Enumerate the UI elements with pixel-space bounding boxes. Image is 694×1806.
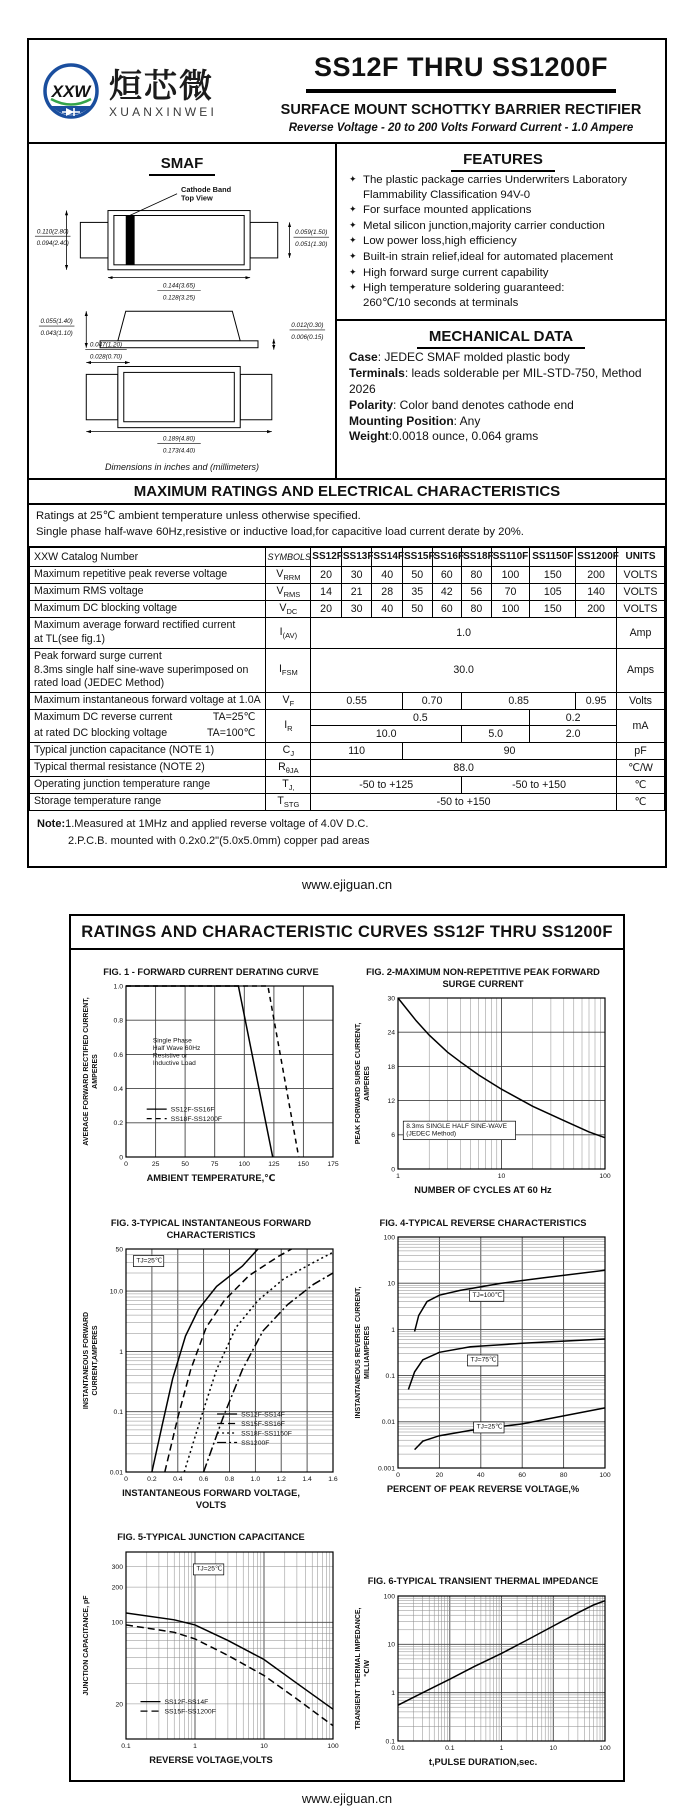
bullet-icon: ✦ [349, 219, 357, 230]
y-tick-label: 10.0 [109, 1288, 123, 1296]
x-tick-label: 75 [210, 1161, 219, 1169]
x-tick-label: 1.6 [328, 1476, 338, 1484]
row-label: Peak forward surge current 8.3ms single half sine-wave superimposed on rated load (JEDEC Method) [30, 648, 266, 692]
value-cell: 140 [576, 584, 617, 601]
figure-xlabel: NUMBER OF CYCLES AT 60 Hz [414, 1185, 552, 1196]
value-cell: 30 [341, 601, 372, 618]
table-header-cell: SS15F [402, 547, 432, 567]
unit-cell: Volts [616, 693, 664, 710]
x-tick-label: 1.2 [276, 1476, 286, 1484]
legend-label: SS12F-SS14F [164, 1698, 209, 1706]
x-tick-label: 10 [497, 1173, 506, 1181]
bullet-icon: ✦ [349, 174, 357, 184]
x-tick-label: 10 [260, 1742, 268, 1750]
bullet-icon: ✦ [349, 204, 357, 215]
y-tick-label: 0.001 [377, 1465, 395, 1473]
y-tick-label: 100 [111, 1619, 123, 1627]
feature-text: Metal silicon junction,majority carrier conduction [363, 219, 605, 232]
value-cell: 88.0 [311, 759, 617, 776]
unit-cell: VOLTS [616, 601, 664, 618]
mechanical-item: Polarity: Color band denotes cathode end [349, 397, 574, 412]
page-title: SS12F THRU SS1200F [306, 52, 616, 93]
figure-title: FIG. 4-TYPICAL REVERSE CHARACTERISTICS [379, 1218, 587, 1229]
y-tick-label: 0.1 [385, 1737, 395, 1745]
value-cell: 70 [491, 584, 530, 601]
symbol-cell: $T_{J,}$ [266, 776, 311, 793]
figure-xlabel: INSTANTANEOUS FORWARD VOLTAGE, VOLTS [122, 1488, 300, 1510]
value-cell: 0.5 [311, 710, 530, 726]
y-tick-label: 12 [387, 1098, 395, 1106]
value-cell: 35 [402, 584, 432, 601]
table-header-cell: SS1150F [530, 547, 576, 567]
feature-text: The plastic package carries Underwriters Laboratory Flammability Classification 94V-0 [363, 174, 627, 201]
y-tick-label: 0 [391, 1166, 395, 1174]
value-cell: 5.0 [462, 726, 530, 742]
value-cell: 50 [402, 566, 432, 583]
y-tick-label: 1 [391, 1326, 395, 1334]
figure-xlabel: REVERSE VOLTAGE,VOLTS [149, 1754, 273, 1765]
value-cell: 30.0 [311, 648, 617, 692]
note-prefix: Note: [37, 818, 66, 831]
annotation-text: TJ=25℃ [196, 1565, 223, 1573]
table-header-cell: SS1200F [576, 547, 617, 567]
value-cell: 200 [576, 601, 617, 618]
table-header-cell: UNITS [616, 547, 664, 567]
chart-fig6 [352, 1590, 614, 1756]
y-tick-label: 1 [391, 1689, 395, 1697]
y-axis-label: PEAK FORWARD SURGE CURRENT, [355, 1023, 362, 1145]
annotation-text: TJ=25℃ [476, 1423, 503, 1431]
value-cell: 14 [311, 584, 342, 601]
x-tick-label: 100 [599, 1173, 611, 1181]
dim-label: 0.173(4.40) [162, 447, 196, 454]
unit-cell: ℃/W [616, 759, 664, 776]
value-cell: 30 [341, 566, 372, 583]
table-header-cell: SS12F [311, 547, 342, 567]
figure-title: FIG. 5-TYPICAL JUNCTION CAPACITANCE [117, 1532, 305, 1543]
chart-fig5 [80, 1546, 342, 1754]
feature-text: Low power loss,high efficiency [363, 235, 517, 248]
value-cell: 56 [462, 584, 492, 601]
symbol-cell: $I_R$ [266, 710, 311, 743]
x-tick-label: 1.4 [302, 1476, 312, 1484]
feature-text: High forward surge current capability [363, 266, 549, 279]
value-cell: 80 [462, 601, 492, 618]
y-tick-label: 0.1 [385, 1373, 395, 1381]
annotation-text: Inductive Load [152, 1060, 196, 1068]
x-tick-label: 0 [396, 1472, 400, 1480]
value-cell: 1.0 [311, 618, 617, 649]
mechanical-data-title: MECHANICAL DATA [349, 328, 653, 345]
x-tick-label: 0.2 [147, 1476, 157, 1484]
bullet-icon: ✦ [349, 282, 357, 293]
series-curve [415, 1270, 605, 1331]
bullet-icon: ✦ [349, 266, 357, 277]
note-line-1: 1.Measured at 1MHz and applied reverse voltage of 4.0V D.C. [65, 818, 369, 831]
annotation-text: (JEDEC Method) [406, 1130, 457, 1138]
y-tick-label: 0.8 [113, 1017, 123, 1025]
website-footer-1: www.ejiguan.cn [301, 877, 393, 893]
bullet-icon: ✦ [349, 235, 357, 246]
feature-item [349, 234, 657, 249]
logo-xxw-text: XXW [51, 82, 91, 101]
series-curve [408, 1339, 605, 1390]
unit-cell: VOLTS [616, 584, 664, 601]
x-tick-label: 175 [327, 1161, 339, 1169]
row-label: Maximum instantaneous forward voltage at 1.0A [30, 693, 266, 710]
ratings-tagline: Reverse Voltage - 20 to 200 Volts Forward Current - 1.0 Ampere [288, 122, 634, 134]
legend-label: SS12F-SS16F [170, 1106, 215, 1114]
y-tick-label: 0.4 [113, 1086, 123, 1094]
website-footer-2: www.ejiguan.cn [301, 1791, 393, 1806]
x-tick-label: 50 [181, 1161, 189, 1169]
unit-cell: ℃ [616, 776, 664, 793]
row-label: Typical junction capacitance (NOTE 1) [30, 742, 266, 759]
logo-chinese-name: 烜芯微 [109, 66, 214, 104]
header [29, 40, 665, 142]
y-tick-label: 10 [387, 1280, 395, 1288]
y-tick-label: 0 [119, 1154, 123, 1162]
unit-cell: Amp [616, 618, 664, 649]
figure-title: FIG. 2-MAXIMUM NON-REPETITIVE PEAK FORWARD SURGE CURRENT [366, 967, 600, 990]
mechanical-item: Mounting Position: Any [349, 413, 481, 428]
x-tick-label: 0.8 [224, 1476, 235, 1484]
value-cell: 100 [491, 601, 530, 618]
mechanical-data-section [337, 319, 665, 478]
feature-item [349, 266, 657, 281]
value-cell: 50 [402, 601, 432, 618]
charts-grid [71, 950, 623, 1780]
legend-label: SS15F-SS1200F [164, 1708, 216, 1715]
logo-latin-name: XUANXINWEI [109, 104, 218, 119]
y-tick-label: 24 [387, 1030, 395, 1038]
y-tick-label: 0.2 [113, 1120, 123, 1128]
feature-text: For surface mounted applications [363, 204, 532, 217]
table-header-cell: SS13F [341, 547, 372, 567]
value-cell: 80 [462, 566, 492, 583]
cathode-band [126, 215, 135, 264]
figure-6 [347, 1575, 619, 1768]
package-column [29, 144, 335, 478]
feature-text: High temperature soldering guaranteed: 260℃/10 seconds at terminals [363, 282, 565, 309]
y-tick-label: 50 [115, 1246, 123, 1254]
x-tick-label: 100 [238, 1161, 250, 1169]
y-tick-label: 300 [111, 1563, 123, 1571]
feature-item [349, 219, 657, 234]
chart-fig4 [352, 1231, 614, 1483]
y-axis-label: JUNCTION CAPACITANCE, pF [83, 1594, 90, 1696]
figure-title: FIG. 6-TYPICAL TRANSIENT THERMAL IMPEDANCE [367, 1576, 599, 1587]
dim-label: 0.128(3.25) [162, 294, 196, 302]
value-cell: 40 [372, 566, 403, 583]
legend-label: SS18F-SS1200F [170, 1116, 223, 1124]
series-curve [126, 986, 299, 1157]
feature-item [349, 173, 657, 202]
datasheet-page-1 [27, 38, 667, 868]
x-tick-label: 0.4 [173, 1476, 183, 1484]
y-tick-label: 6 [391, 1132, 395, 1140]
package-outline-drawing [31, 177, 333, 453]
y-tick-label: 0.01 [109, 1469, 123, 1477]
symbol-cell: $V_{RRM}$ [266, 566, 311, 583]
value-cell: 60 [432, 566, 462, 583]
cathode-band-label: Cathode Band [181, 184, 232, 194]
dim-label: 0.047(1.20) [89, 341, 123, 349]
y-tick-label: 200 [111, 1584, 123, 1591]
ratings-conditions [29, 505, 665, 546]
value-cell: 105 [530, 584, 576, 601]
legend-label: SS15F-SS16F [241, 1421, 285, 1429]
value-cell: 28 [372, 584, 403, 601]
x-tick-label: 100 [599, 1744, 611, 1752]
max-ratings-heading: MAXIMUM RATINGS AND ELECTRICAL CHARACTERISTICS [29, 478, 665, 505]
value-cell: 0.2 [530, 710, 617, 726]
symbol-cell: $I_{FSM}$ [266, 648, 311, 692]
x-tick-label: 125 [268, 1161, 280, 1169]
value-cell: 60 [432, 601, 462, 618]
conditions-line: Ratings at 25℃ ambient temperature unless otherwise specified. [36, 510, 361, 523]
value-cell: -50 to +125 [311, 776, 462, 793]
series-curve [165, 1249, 292, 1472]
dim-label: 0.059(1.50) [295, 229, 328, 237]
y-tick-label: 18 [387, 1064, 395, 1072]
figure-2 [347, 966, 619, 1197]
symbol-cell: $I_{(AV)}$ [266, 618, 311, 649]
annotation-text: TJ=100℃ [472, 1292, 503, 1300]
chart-fig2 [352, 992, 614, 1184]
y-tick-label: 1.0 [113, 983, 123, 991]
y-axis-label: AMPERES [92, 1054, 99, 1090]
unit-cell: Amps [616, 648, 664, 692]
x-tick-label: 80 [559, 1472, 568, 1480]
row-label: Maximum DC reverse current TA=25℃ [30, 710, 266, 726]
feature-text: Built-in strain relief,ideal for automated placement [363, 250, 614, 263]
legend-label: SS1200F [241, 1440, 270, 1448]
value-cell: 40 [372, 601, 403, 618]
y-tick-label: 1 [119, 1349, 123, 1357]
mechanical-item: Terminals: leads solderable per MIL-STD-750, Method 2026 [349, 366, 642, 396]
table-header-cell: XXW Catalog Number [30, 547, 266, 567]
y-tick-label: 100 [383, 1592, 395, 1600]
x-tick-label: 1 [193, 1742, 197, 1750]
value-cell: 90 [402, 742, 616, 759]
unit-cell: mA [616, 710, 664, 743]
figure-xlabel: PERCENT OF PEAK REVERSE VOLTAGE,% [386, 1484, 580, 1495]
x-tick-label: 10 [549, 1744, 558, 1752]
y-axis-label: AVERAGE FORWARD RECTIFIED CURRENT, [83, 997, 90, 1147]
table-header-cell: SS14F [372, 547, 403, 567]
x-tick-label: 40 [477, 1472, 485, 1480]
chart-fig3 [80, 1243, 342, 1487]
annotation-text: TJ=25℃ [136, 1257, 163, 1265]
plot-border [398, 1237, 605, 1468]
value-cell: 150 [530, 601, 576, 618]
datasheet-page-2 [69, 914, 625, 1782]
bullet-icon: ✦ [349, 250, 357, 261]
feature-item [349, 281, 657, 310]
legend-label: SS18F-SS1150F [241, 1430, 292, 1438]
figure-title: FIG. 3-TYPICAL INSTANTANEOUS FORWARD CHARACTERISTICS [110, 1218, 312, 1241]
y-axis-label: INSTANTANEOUS FORWARD [83, 1312, 90, 1410]
y-tick-label: 10 [387, 1641, 395, 1649]
dim-label: 0.094(2.40) [36, 240, 69, 248]
x-tick-label: 0.1 [121, 1742, 131, 1750]
curves-page-title: RATINGS AND CHARACTERISTIC CURVES SS12F THRU SS1200F [71, 916, 623, 950]
x-tick-label: 150 [297, 1161, 310, 1169]
unit-cell: ℃ [616, 794, 664, 811]
dim-label: 0.110(2.80) [36, 228, 69, 236]
value-cell: 200 [576, 566, 617, 583]
value-cell: 100 [491, 566, 530, 583]
annotation-text: 8.3ms SINGLE HALF SINE-WAVE [406, 1123, 508, 1131]
unit-cell: VOLTS [616, 566, 664, 583]
features-title: FEATURES [349, 151, 657, 168]
x-tick-label: 100 [599, 1472, 611, 1480]
value-cell: 42 [432, 584, 462, 601]
unit-cell: pF [616, 742, 664, 759]
company-logo [39, 61, 267, 125]
x-tick-label: 0 [124, 1161, 128, 1169]
value-cell: -50 to +150 [462, 776, 617, 793]
row-label: Maximum RMS voltage [30, 584, 266, 601]
row-label: Storage temperature range [30, 794, 266, 811]
symbol-cell: $C_J$ [266, 742, 311, 759]
figure-5 [75, 1531, 347, 1768]
x-tick-label: 1 [396, 1173, 400, 1181]
table-header-cell: SS18F [462, 547, 492, 567]
x-tick-label: 100 [327, 1742, 339, 1750]
y-axis-label: INSTANTANEOUS REVERSE CURRENT, [355, 1286, 362, 1419]
mechanical-data-list [349, 350, 653, 445]
dim-label: 0.051(1.30) [295, 241, 328, 249]
value-cell: -50 to +150 [311, 794, 617, 811]
dim-label: 0.043(1.10) [40, 329, 73, 337]
dim-label: 0.028(0.70) [89, 353, 123, 361]
symbol-cell: $V_{DC}$ [266, 601, 311, 618]
chart-fig1 [80, 980, 342, 1172]
table-header-cell: SS110F [491, 547, 530, 567]
value-cell: 0.70 [402, 693, 461, 710]
series-curve [152, 1249, 258, 1472]
x-tick-label: 0 [124, 1476, 128, 1484]
value-cell: 10.0 [311, 726, 462, 742]
symbol-cell: $V_F$ [266, 693, 311, 710]
mechanical-item: Case: JEDEC SMAF molded plastic body [349, 350, 570, 365]
row-label: Maximum average forward rectified current at TL(see fig.1) [30, 618, 266, 649]
x-tick-label: 1.0 [250, 1476, 261, 1484]
table-header-cell: SYMBOLS [266, 547, 311, 567]
row-label: at rated DC blocking voltage TA=100℃ [30, 726, 266, 742]
x-tick-label: 0.01 [391, 1744, 405, 1752]
value-cell: 0.85 [462, 693, 576, 710]
symbol-cell: $T_{STG}$ [266, 794, 311, 811]
value-cell: 110 [311, 742, 403, 759]
features-section [337, 144, 665, 319]
figure-4 [347, 1217, 619, 1511]
x-tick-label: 0.6 [198, 1476, 209, 1484]
features-list [349, 173, 657, 310]
series-curve [126, 986, 273, 1157]
x-tick-label: 0.1 [445, 1744, 455, 1752]
x-tick-label: 25 [151, 1161, 160, 1169]
value-cell: 0.95 [576, 693, 617, 710]
y-axis-label: MILLIAMPERES [364, 1326, 371, 1380]
feature-item [349, 250, 657, 265]
y-tick-label: 0.6 [113, 1052, 123, 1060]
x-tick-label: 20 [435, 1472, 444, 1480]
dimensions-caption: Dimensions in inches and (millimeters) [104, 462, 260, 473]
legend-label: SS12F-SS14F [241, 1411, 285, 1419]
row-label: Maximum repetitive peak reverse voltage [30, 566, 266, 583]
annotation-text: TJ=75℃ [470, 1356, 497, 1364]
annotation-text: Half Wave 60Hz [152, 1045, 201, 1053]
figure-title: FIG. 1 - FORWARD CURRENT DERATING CURVE [103, 967, 319, 978]
dim-label: 0.189(4.80) [162, 435, 196, 443]
y-tick-label: 30 [387, 995, 395, 1003]
row-label: Maximum DC blocking voltage [30, 601, 266, 618]
symbol-cell: $R_{\theta JA}$ [266, 759, 311, 776]
plot-border [126, 986, 333, 1157]
document-subtitle: SURFACE MOUNT SCHOTTKY BARRIER RECTIFIER [280, 102, 642, 118]
value-cell: 2.0 [530, 726, 617, 742]
dim-label: 0.144(3.65) [162, 282, 196, 290]
y-tick-label: 20 [115, 1700, 123, 1708]
annotation-text: Resistive or [152, 1052, 188, 1060]
figure-xlabel: AMBIENT TEMPERATURE,℃ [146, 1173, 276, 1184]
note-line-2: 2.P.C.B. mounted with 0.2x0.2"(5.0x5.0mm) copper pad areas [68, 835, 370, 848]
y-tick-label: 0.1 [113, 1409, 123, 1417]
value-cell: 20 [311, 601, 342, 618]
value-cell: 150 [530, 566, 576, 583]
x-tick-label: 60 [518, 1472, 526, 1480]
table-notes [29, 811, 665, 866]
figure-1 [75, 966, 347, 1197]
y-axis-label: ℃/W [364, 1659, 371, 1677]
conditions-line: Single phase half-wave 60Hz,resistive or inductive load,for capacitive load current derate by 20%. [36, 526, 524, 539]
value-cell: 0.55 [311, 693, 403, 710]
annotation-text: Single Phase [152, 1037, 192, 1045]
symbol-cell: $V_{RMS}$ [266, 584, 311, 601]
dim-label: 0.055(1.40) [40, 318, 73, 326]
y-tick-label: 0.01 [381, 1419, 395, 1427]
y-axis-label: AMPERES [364, 1066, 371, 1102]
x-tick-label: 1 [499, 1744, 504, 1752]
value-cell: 20 [311, 566, 342, 583]
y-tick-label: 100 [383, 1234, 395, 1242]
row-label: Typical thermal resistance (NOTE 2) [30, 759, 266, 776]
y-axis-label: CURRENT,AMPERES [92, 1325, 99, 1396]
table-header-cell: SS16F [432, 547, 462, 567]
top-view-label: Top View [181, 193, 213, 203]
ratings-table [29, 546, 665, 811]
figure-xlabel: t,PULSE DURATION,sec. [428, 1756, 538, 1767]
mechanical-item: Weight:0.0018 ounce, 0.064 grams [349, 429, 539, 444]
figure-3 [75, 1217, 347, 1511]
y-axis-label: TRANSIENT THERMAL IMPEDANCE, [355, 1607, 362, 1729]
row-label: Operating junction temperature range [30, 776, 266, 793]
dim-label: 0.012(0.30) [291, 322, 324, 330]
logo-mark-icon [39, 61, 103, 125]
dim-label: 0.006(0.15) [291, 333, 324, 341]
package-name-title: SMAF [31, 155, 333, 172]
feature-item [349, 203, 657, 218]
value-cell: 21 [341, 584, 372, 601]
